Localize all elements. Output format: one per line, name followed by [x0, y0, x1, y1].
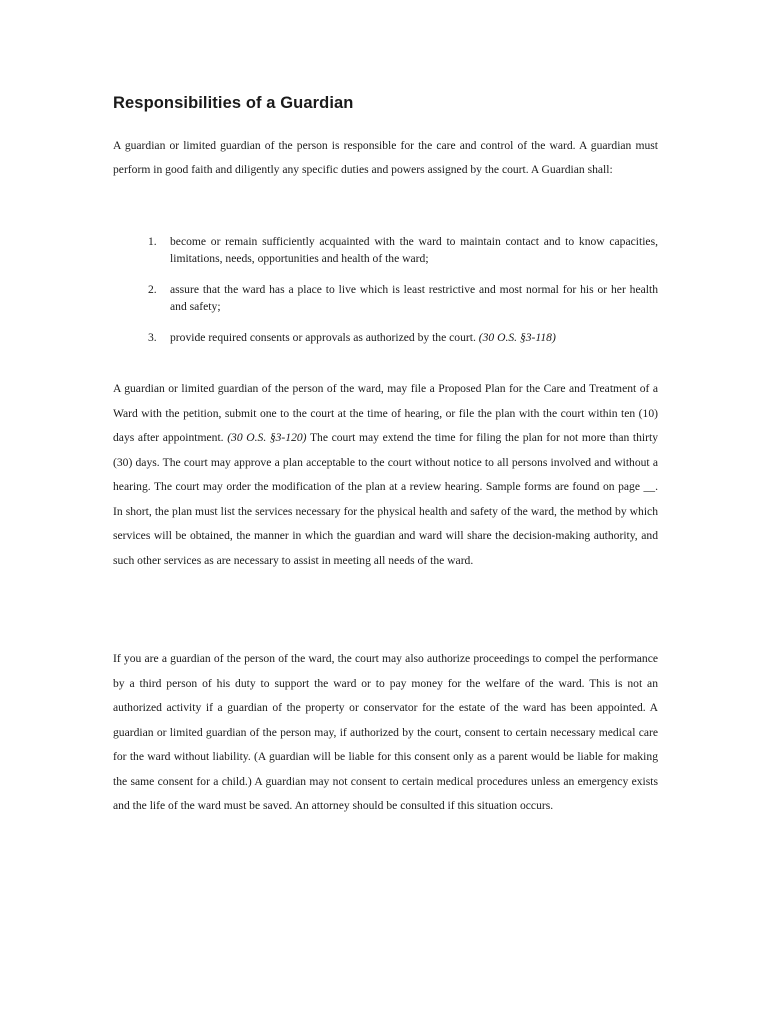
intro-paragraph: A guardian or limited guardian of the person is responsible for the care and control of the ward. A guardian must perform in good faith and diligently any specific duties and powers assigned by the court. A Guardian shall: — [113, 139, 658, 177]
list-item — [113, 281, 658, 315]
list-item-text: provide required consents or approvals as authorized by the court. — [170, 331, 479, 344]
page-title: Responsibilities of a Guardian — [113, 94, 354, 112]
plan-paragraph — [113, 377, 658, 573]
list-item-number: 2. — [148, 283, 157, 296]
authority-paragraph: If you are a guardian of the person of the ward, the court may also authorize proceedings to compel the performance by a third person of his duty to support the ward or to pay money for the welfare of the ward. This is not an authorized activity if a guardian of the property or conservator for the estate of the ward has been appointed. A guardian or limited guardian of the person may, if authorized by the court, consent to certain necessary medical care for the ward without liability. (A guardian will be liable for this consent only as a parent would be liable for making the same consent for a child.) A guardian may not consent to certain medical procedures unless an emergency exists and the life of the ward must be saved. An attorney should be consulted if this situation occurs. — [113, 652, 658, 812]
list-item — [113, 233, 658, 267]
duties-list — [113, 233, 658, 360]
statute-citation: (30 O.S. §3-120) — [227, 431, 307, 444]
statute-citation: (30 O.S. §3-118) — [478, 331, 556, 344]
list-item-text: become or remain sufficiently acquainted with the ward to maintain contact and to know capacities, limitations, needs, opportunities and health of the ward; — [170, 235, 658, 265]
list-item-number: 3. — [148, 331, 157, 344]
list-item-text: assure that the ward has a place to live which is least restrictive and most normal for his or her health and safety; — [170, 283, 658, 313]
list-item-number: 1. — [148, 235, 157, 248]
list-item — [113, 329, 658, 346]
plan-paragraph-text-end: The court may extend the time for filing the plan for not more than thirty (30) days. The court may approve a plan acceptable to the court without notice to all persons involved and without a hearing. The court may order the modification of the plan at a review hearing. Sample forms are found on page __. In short, the plan must list the services necessary for the physical health and safety of the ward, the method by which services will be obtained, the manner in which the guardian and ward will share the decision-making authority, and such other services as are necessary to assist in meeting all needs of the ward. — [113, 431, 658, 567]
plan-paragraph-text-start: A guardian or limited guardian of the person of the ward, may file a Proposed Plan for the Care and Treatment of a Ward with the petition, submit one to the court at the time of hearing, or file the plan with the court within ten (10) days after appointment. — [113, 382, 658, 444]
